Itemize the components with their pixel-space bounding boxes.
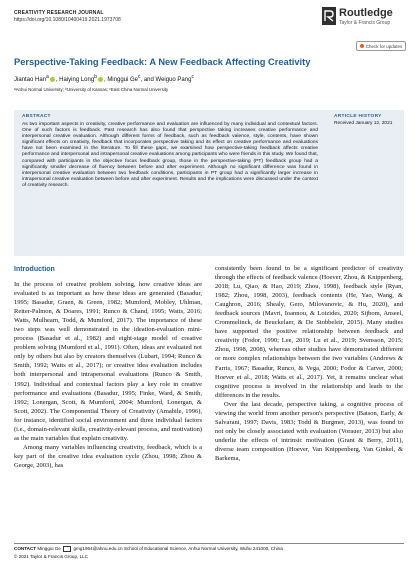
paragraph: Among many variables influencing creativity, feedback, which is a key part of the creative idea evaluation cycle (Zhou, 1998; Zhou & George, 2003), has bbox=[14, 443, 202, 469]
body-column-right bbox=[215, 264, 403, 463]
check-updates-label: Check for updates bbox=[365, 43, 403, 49]
orcid-icon[interactable] bbox=[98, 77, 103, 82]
body-column-left bbox=[14, 280, 202, 470]
article-history-heading: ARTICLE HISTORY bbox=[334, 114, 382, 119]
author-name[interactable]: Weiguo Pang bbox=[155, 77, 192, 83]
publisher-subtitle: Taylor & Francis Group bbox=[339, 20, 391, 26]
footer-divider bbox=[14, 543, 404, 544]
affiliations: ᵃAnhui Normal University; ᵇUniversity of Kansas; ᶜEast China Normal University bbox=[14, 87, 169, 92]
section-heading-introduction: Introduction bbox=[14, 266, 55, 273]
routledge-logo-icon bbox=[322, 7, 336, 25]
email-icon bbox=[63, 546, 71, 552]
paragraph: Over the last decade, perspective taking, a cognitive process of viewing the world from another person's perspective (Batson, Early, & Salvarani, 1997; Davis, 1983; Todd & Burgmer, 2013), was found to not only be closely associated with evaluation (Vorauer, 2013) but also underlie the effects of intrinsic motivation (Grant & Berry, 2011), diverse team composition (Hoever, Van Knippenberg, Van Ginkel, & Barkema, bbox=[215, 400, 403, 462]
crossmark-icon bbox=[360, 44, 364, 48]
author-affil-sup: b bbox=[94, 74, 97, 80]
author-name[interactable]: Minggui Ge bbox=[107, 77, 138, 83]
contact-address: School of Educational Science, Anhui Normal University, Wuhu 241000, China bbox=[123, 546, 283, 552]
author-affil-sup: c bbox=[191, 74, 194, 80]
contact-email[interactable]: gmg1964@ahnu.edu.cn bbox=[73, 546, 123, 552]
journal-name: CREATIVITY RESEARCH JOURNAL bbox=[14, 10, 104, 16]
contact-footer bbox=[14, 546, 283, 552]
publisher-name: Routledge bbox=[339, 7, 393, 19]
article-title: Perspective-Taking Feedback: A New Feedback Affecting Creativity bbox=[14, 57, 311, 67]
orcid-icon[interactable] bbox=[50, 77, 55, 82]
author-name[interactable]: Haiying Long bbox=[59, 77, 95, 83]
abstract-panel bbox=[14, 110, 404, 256]
received-date: Received January 12, 2021 bbox=[334, 121, 393, 126]
author-list: Jiantao Han$^a$ , Haiying Long$^b$ , Minggui Ge$^c$, and Weiguo Pang$^c$ bbox=[14, 74, 194, 83]
author-affil-sup: a bbox=[46, 74, 49, 80]
author-affil-sup: c bbox=[138, 74, 141, 80]
contact-label: CONTACT bbox=[14, 546, 37, 552]
doi-link[interactable]: https://doi.org/10.1080/10400419.2021.1973708 bbox=[14, 17, 121, 23]
abstract-heading: ABSTRACT bbox=[22, 114, 51, 119]
paragraph: In the process of creative problem solving, how creative ideas are evaluated is as important as how these ideas are generated (Basadur, 1995; Basadur, Graen, & Green, 1982; Mumford, Mobley, Uhlman, Reiter-Palmon, & Doares, 1991; Runco & Chand, 1995; Watts, 2016; Watts, Mulhearn, Todd, & Mumford, 2017). The importance of these two steps was well demonstrated in the ideation-evaluation mini-process (Basadur et al., 1982) and eight-stage model of creative problem solving (Mumford et al., 1991). Often, ideas are evaluated not only by others but also by creators themselves (Lubart, 1994; Runco & Smith, 1992; Watts et al., 2017); or creative idea evaluation includes both interpersonal and intrapersonal evaluations (Runco & Smith, 1992). Individual and contextual factors play a key role in creative performance and evaluations (Basadur, 1995; Finke, Ward, & Smith, 1992; Lonergan, Scott, & Mumford, 2004; Mumford, Lonergan, & Scott, 2002). The Componential Theory of Creativity (Amabile, 1996), for instance, identified social environment and three individual factors (i.e., domain-relevant skills, creativity-relevant process, and motivation) as the main variables that explain creativity. bbox=[14, 281, 202, 442]
check-updates-button[interactable] bbox=[356, 41, 406, 51]
paragraph: consistently been found to be a significant predictor of creativity through the effects of feedback valence (Hoever, Zhou, & Knippenberg, 2018; Lu, Qiao, & Hao, 2019; Zhou, 1998), feedback style (Ryan, 1982; Zhou, 1998, 2003), feedback contents (He, Yao, Wang, & Caughron, 2016; Shealy, Gero, Milovanovic, & Hu, 2020), and feedback sources (Mavri, Ioannou, & Loizides, 2020; Sijbom, Anseel, Crommelinck, de Beuckelaer, & De Stobbeleir, 2015). Many studies have supported the positive relationship between feedback and creativity (Fodor, 1990; Lee, 2019; Lu et al., 2019; Svensson, 2015; Zhou, 1998, 2008), whereas other studies have demonstrated different or more complex relationships between the two variables (Andrews & Farris, 1967; Basadur, Runco, & Vega, 2000; Fodor & Carver, 2000; Hoever et al., 2018; Watts et al., 2017). Yet, it remains unclear what cognitive process is involved in the relationship and leads to the differences in the results. bbox=[215, 265, 403, 399]
author-name[interactable]: Jiantao Han bbox=[14, 77, 47, 83]
copyright: © 2021 Taylor & Francis Group, LLC bbox=[14, 554, 89, 559]
abstract-text: As two important aspects in creativity, creative performance and evaluation are influenced by many individual and contextual factors. One of such factors is feedback. Past research has also found that perspective taking increases creative performance and interpersonal creative evaluation. Although different forms of feedback, such as feedback valence, style, contents, have shown significant effects on creativity, feedback that incorporates perspective taking and its effect on creative performance and evaluations have not been examined in the literature. To fill these gaps, we examined how perspective-taking feedback affects creative performance and interpersonal and intrapersonal creative evaluations among participants who were friends in this study. We found that, compared with participants in the objective focus feedback group, those in the perspective-taking (PT) feedback group had a significantly smaller decrease of fluency between before and after experiment. Although no significant difference was found in interpersonal creative evaluation between two feedback conditions, participants in PT group had a significantly larger increase in intrapersonal creative evaluation between before and after experiment. Results and the implications were discussed under the context of creativity research. bbox=[22, 122, 318, 188]
publisher-logo bbox=[322, 6, 412, 28]
contact-name: Minggui Ge bbox=[37, 546, 61, 552]
